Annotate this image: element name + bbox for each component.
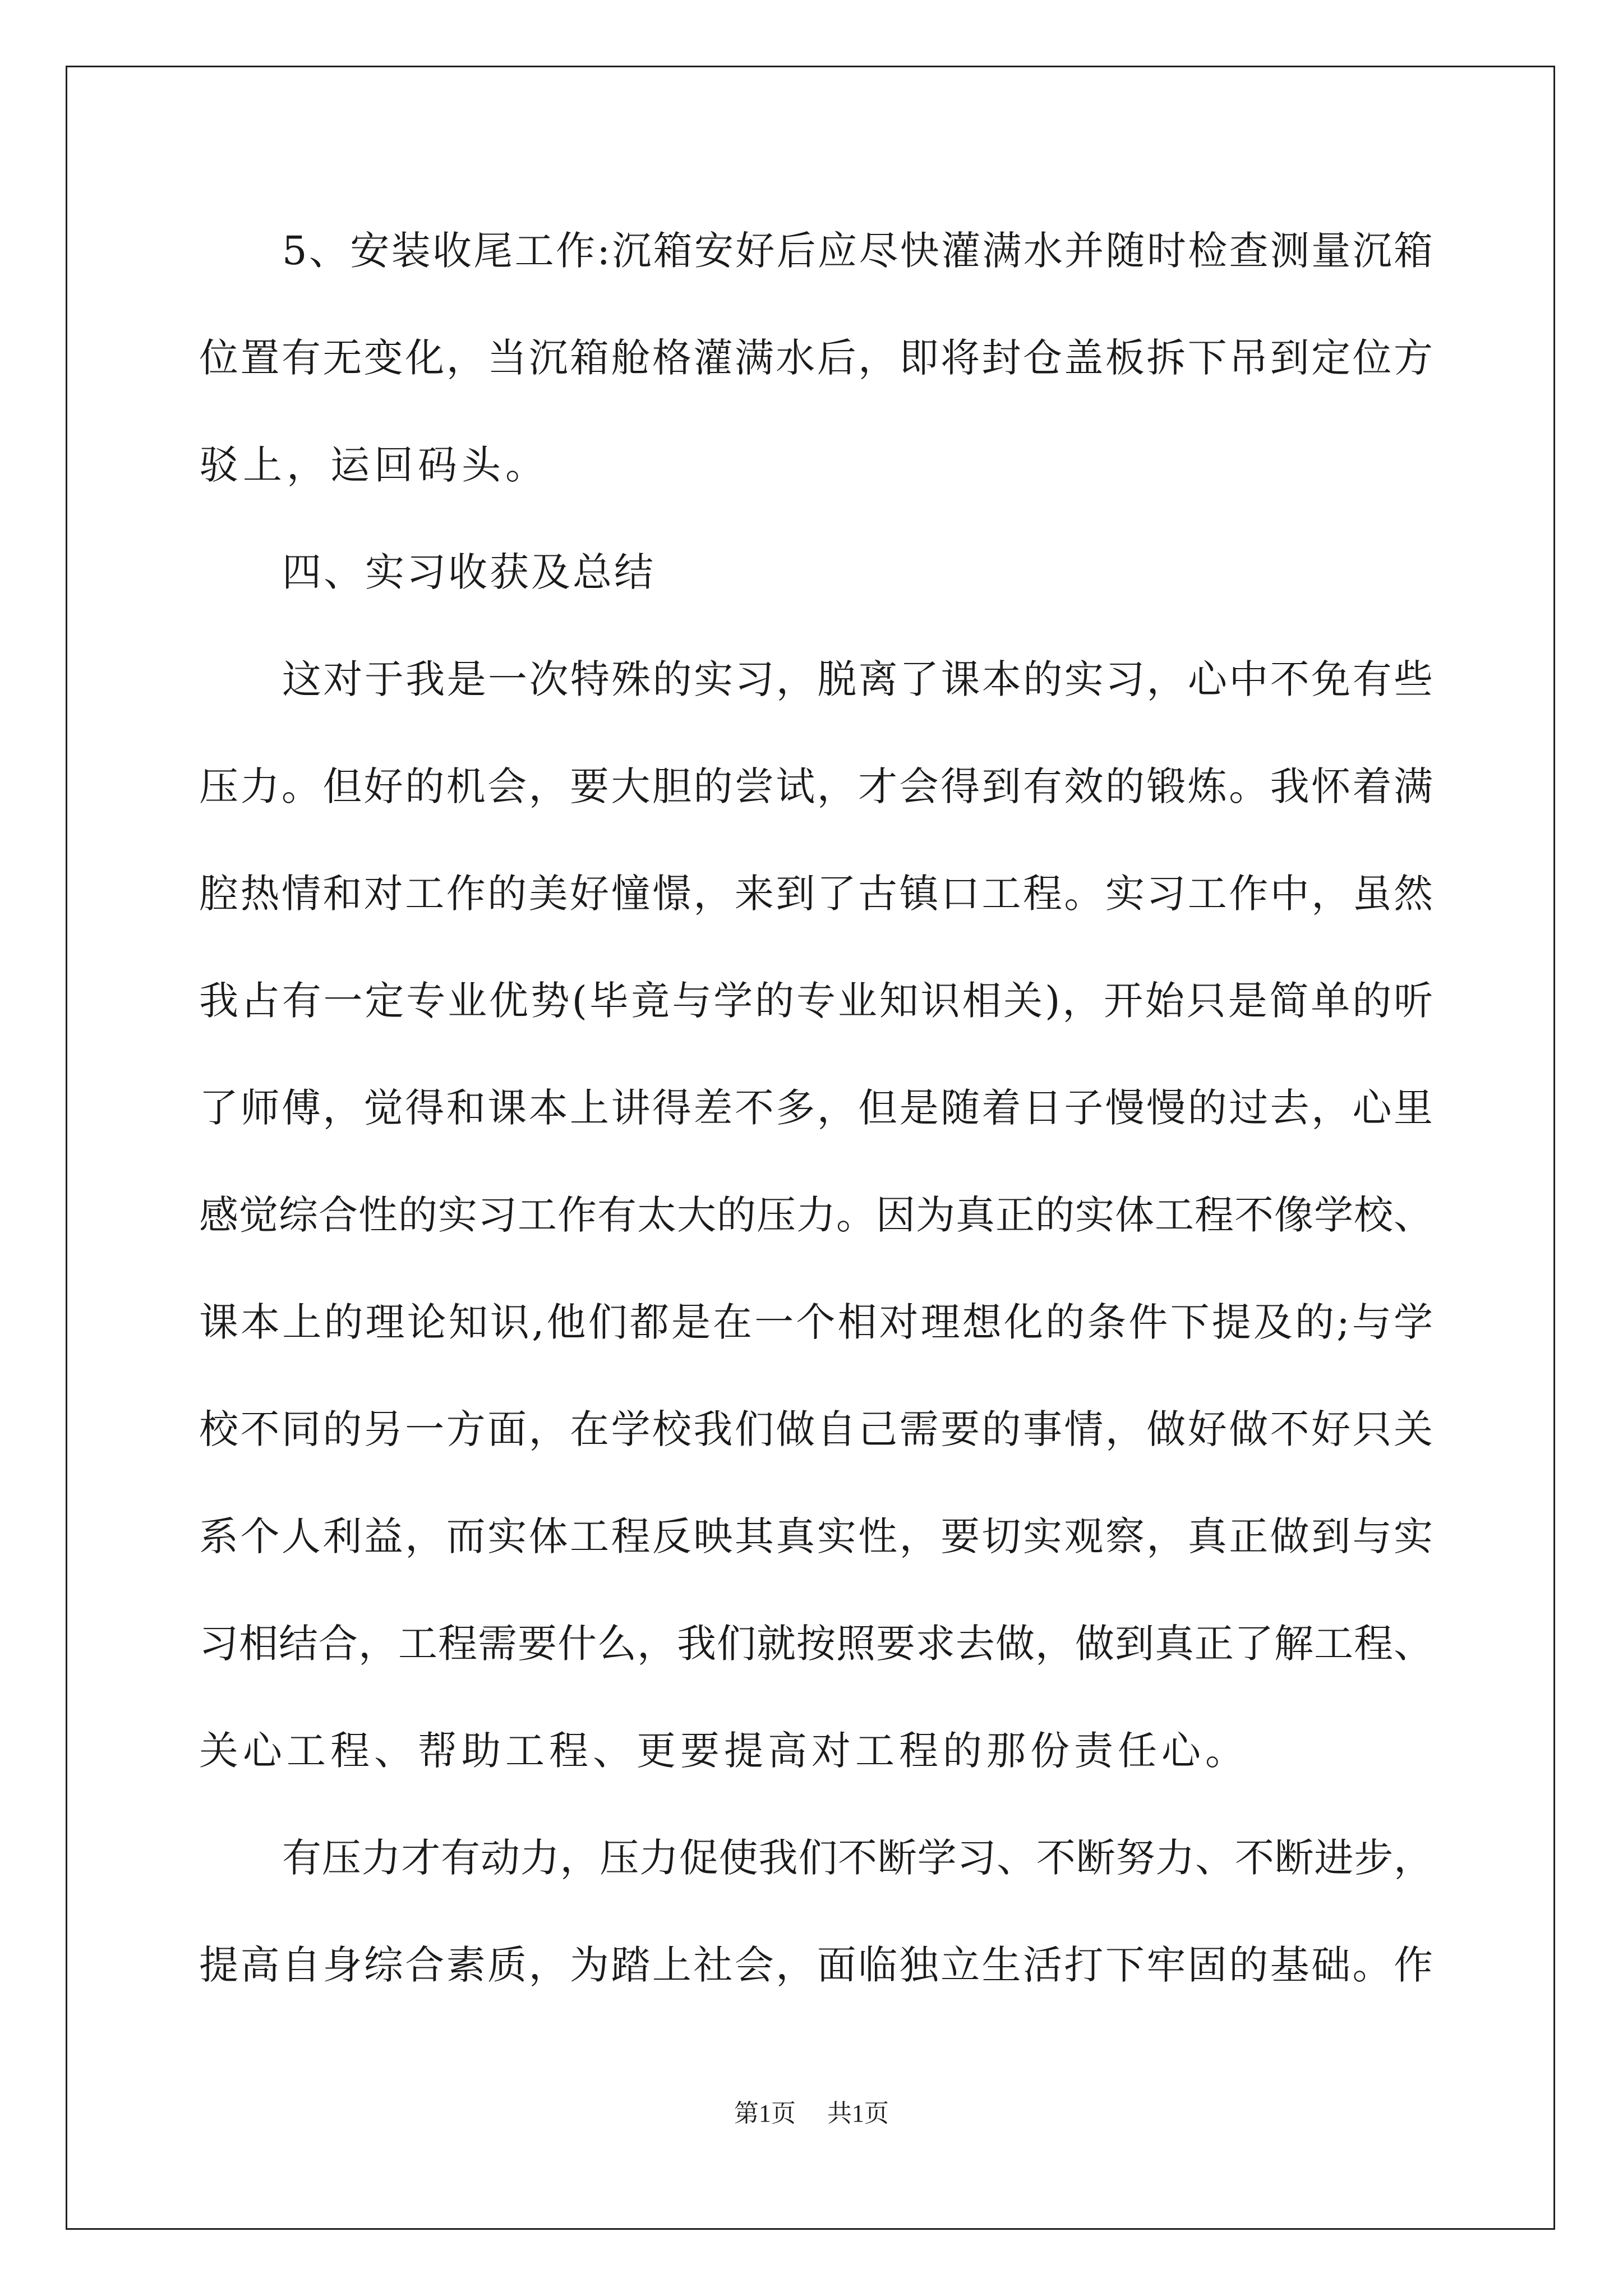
- page-number-total: 共1页: [827, 2100, 889, 2127]
- paragraph-line: 驳上，运回码头。: [199, 442, 549, 488]
- document-body: [199, 216, 1433, 2037]
- paragraph-line: 有压力才有动力，压力促使我们不断学习、不断努力、不断进步，: [282, 1835, 1433, 1881]
- paragraph-line: 校不同的另一方面，在学校我们做自己需要的事情，做好做不好只关: [199, 1406, 1433, 1452]
- paragraph-line: 腔热情和对工作的美好憧憬，来到了古镇口工程。实习工作中，虽然: [199, 871, 1433, 917]
- paragraph-line: 5、安装收尾工作:沉箱安好后应尽快灌满水并随时检查测量沉箱: [282, 228, 1433, 274]
- page-footer: [0, 2097, 1623, 2131]
- paragraph-line: 了师傅，觉得和课本上讲得差不多，但是随着日子慢慢的过去，心里: [199, 1085, 1433, 1131]
- paragraph-line: 系个人利益，而实体工程反映其真实性，要切实观察，真正做到与实: [199, 1513, 1433, 1559]
- paragraph-line: 课本上的理论知识,他们都是在一个相对理想化的条件下提及的;与学: [199, 1299, 1433, 1345]
- paragraph-line: 习相结合，工程需要什么，我们就按照要求去做，做到真正了解工程、: [199, 1621, 1433, 1667]
- paragraph-line: 关心工程、帮助工程、更要提高对工程的那份责任心。: [199, 1728, 1249, 1774]
- paragraph-line: 我占有一定专业优势(毕竟与学的专业知识相关)，开始只是简单的听: [199, 978, 1433, 1024]
- paragraph-line: 压力。但好的机会，要大胆的尝试，才会得到有效的锻炼。我怀着满: [199, 763, 1433, 809]
- paragraph-line: 这对于我是一次特殊的实习，脱离了课本的实习，心中不免有些: [282, 656, 1433, 702]
- paragraph-line: 位置有无变化，当沉箱舱格灌满水后，即将封仓盖板拆下吊到定位方: [199, 335, 1433, 381]
- paragraph-line: 提高自身综合素质，为踏上社会，面临独立生活打下牢固的基础。作: [199, 1942, 1433, 1988]
- page-number-current: 第1页: [734, 2100, 796, 2127]
- paragraph-line: 感觉综合性的实习工作有太大的压力。因为真正的实体工程不像学校、: [199, 1192, 1433, 1238]
- section-heading: 四、实习收获及总结: [282, 549, 656, 595]
